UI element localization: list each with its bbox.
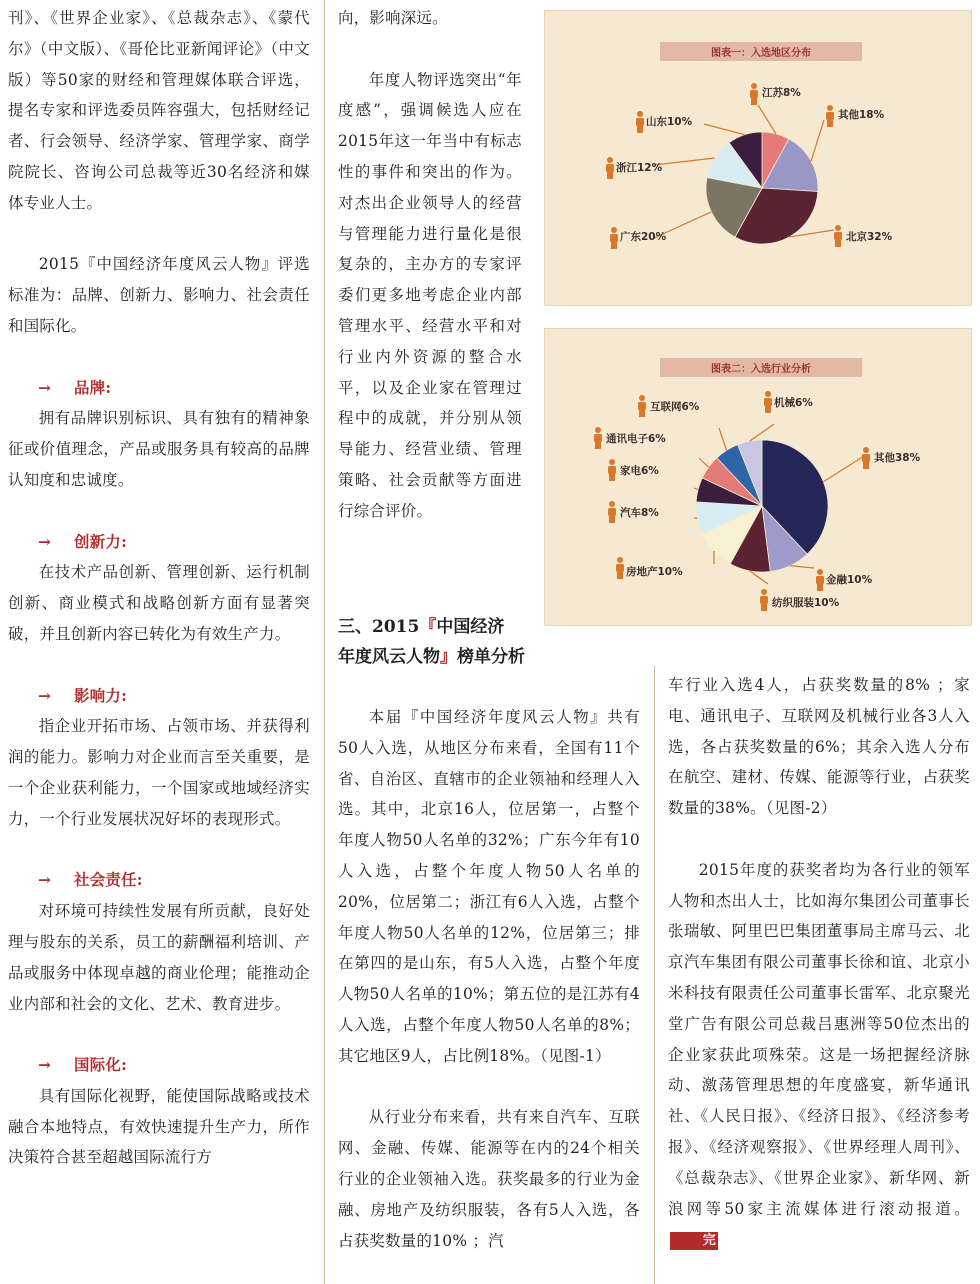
leader-line <box>823 456 864 482</box>
leader-line <box>694 488 698 490</box>
leader-line <box>811 120 824 161</box>
person-icon <box>750 83 758 105</box>
end-mark: 完 <box>670 1232 718 1250</box>
pie-chart-industry <box>544 328 972 626</box>
column-2-lower <box>338 702 640 1256</box>
leader-line <box>704 124 745 135</box>
person-icon <box>834 225 842 247</box>
arrow-right-icon: → <box>38 532 52 551</box>
person-icon <box>608 459 616 481</box>
person-icon <box>638 395 646 417</box>
paragraph-industry-continued: 车行业入选4人，占获奖数量的8% ；家电、通讯电子、互联网及机械行业各3人入选，各占获奖数量的6%；其余入选人分布在航空、建材、传媒、能源等行业，占获奖数量的38%。（见图-2） <box>668 676 970 818</box>
leader-line <box>699 458 709 467</box>
column-3 <box>668 670 970 1255</box>
person-icon <box>764 391 772 413</box>
slice-label: 机械6% <box>774 397 813 409</box>
slice-label: 房地产10% <box>626 566 683 578</box>
slice-label: 山东10% <box>646 116 693 128</box>
leader-line <box>790 566 814 568</box>
slice-label: 北京32% <box>846 231 893 243</box>
paragraph-continued: 向，影响深远。 <box>338 9 448 27</box>
slice-label: 纺织服装10% <box>772 597 840 609</box>
intro-paragraph: 刊》、《世界企业家》、《总裁杂志》、《蒙代尔》（中文版）、《哥伦比亚新闻评论》（中文版）等50家的财经和管理媒体联合评选，提名专家和评选委员阵容强大，包括财经记者、行会领导、经济学家、管理学家、商学院院长、咨询公司总裁等近30名经济和媒体专业人士。 <box>8 9 310 212</box>
criterion-text-international: 具有国际化视野，能使国际战略或技术融合本地特点，有效快速提升生产力，所作决策符合甚至超越国际流行方 <box>8 1086 310 1167</box>
leader-line <box>758 105 776 134</box>
column-2 <box>338 3 522 543</box>
criteria-intro: 2015『中国经济年度风云人物』评选标准为：品牌、创新力、影响力、社会责任和国际化。 <box>8 255 310 335</box>
person-icon <box>760 589 768 611</box>
chart-region-distribution <box>544 10 972 306</box>
paragraph-industry-analysis: 从行业分布来看，共有来自汽车、互联网、金融、传媒、能源等在内的24个相关行业的企业领袖入选。获奖最多的行业为金融、房地产及纺织服装，各有5人入选，各占获奖数量的10% ；汽 <box>338 1108 640 1250</box>
criterion-heading-social: → 社会责任: <box>8 865 310 896</box>
criterion-heading-international: → 国际化: <box>8 1050 310 1081</box>
criterion-heading-influence: → 影响力: <box>8 681 310 712</box>
person-icon <box>610 227 618 249</box>
criterion-heading-brand: → 品牌: <box>8 373 310 404</box>
criterion-text-brand: 拥有品牌识别标识、具有独有的精神象征或价值理念，产品或服务具有较高的品牌认知度和忠诚度。 <box>8 409 310 489</box>
person-icon <box>862 447 870 469</box>
pie-chart-region <box>544 10 972 306</box>
leader-line <box>719 428 727 450</box>
chart-title: 图表一：入选地区分布 <box>660 42 862 61</box>
person-icon <box>616 557 624 579</box>
chart-title: 图表二：入选行业分析 <box>660 358 862 377</box>
arrow-right-icon: → <box>38 1056 52 1075</box>
person-icon <box>594 427 602 449</box>
paragraph-region-analysis: 本届『中国经济年度风云人物』共有50人入选，从地区分布来看，全国有11个省、自治区、直辖市的企业领袖和经理人入选。其中，北京16人，位居第一，占整个年度人物50人名单的32%；广东今年有10人入选，占整个年度人物50人名单的20%，位居第二；浙江有6人入选，占整个年度人物50人名单的12%，位居第三；排在第四的是山东，有5人入选，占整个年度人物50人名单的10%；第五位的是江苏有4人入选，占整个年度人物50人名单的8%；其它地区9人，占比例18%。（见图-1） <box>338 708 640 1065</box>
column-divider-2 <box>654 666 655 1284</box>
slice-label: 家电6% <box>620 465 659 477</box>
column-divider-1 <box>324 0 325 1284</box>
person-icon <box>606 157 614 179</box>
criterion-heading-innovation: → 创新力: <box>8 527 310 558</box>
chart-industry-distribution <box>544 328 972 626</box>
slice-label: 汽车8% <box>620 507 659 519</box>
slice-label: 其他38% <box>874 452 921 464</box>
leader-line <box>654 158 715 165</box>
slice-label: 金融10% <box>826 574 873 586</box>
person-icon <box>816 569 824 591</box>
column-1 <box>8 3 310 1173</box>
arrow-right-icon: → <box>38 378 52 397</box>
section-title: 三、2015『中国经济 年度风云人物』榜单分析 <box>338 617 525 667</box>
paragraph-winners: 2015年度的获奖者均为各行业的领军人物和杰出人士，比如海尔集团公司董事长张瑞敏、阿里巴巴集团董事局主席马云、北京汽车集团有限公司董事长徐和谊、北京小米科技有限责任公司董事长雷军、北京聚光堂广告有限公司总裁吕惠洲等50位杰出的企业家获此项殊荣。这是一场把握经济脉动、激荡管理思想的年度盛宴，新华通讯社、《人民日报》、《经济日报》、《经济参考报》、《经济观察报》、《世界经理人周刊》、《总裁杂志》、《世界企业家》、新华网、新浪网等50家主流媒体进行滚动报道。完 <box>668 860 970 1249</box>
leader-line <box>750 424 774 441</box>
person-icon <box>636 111 644 133</box>
slice-label: 其他18% <box>838 109 885 121</box>
leader-line <box>750 571 768 584</box>
slice-label: 广东20% <box>620 231 667 243</box>
criterion-text-influence: 指企业开拓市场、占领市场、并获得利润的能力。影响力对企业而言至关重要，是一个企业获利能力，一个国家或地域经济实力，一个行业发展状况好坏的表现形式。 <box>8 717 310 828</box>
criterion-text-social: 对环境可持续性发展有所贡献，良好处理与股东的关系，员工的薪酬福利培训、产品或服务中体现卓越的商业伦理；能推动企业内部和社会的文化、艺术、教育进步。 <box>8 902 310 1013</box>
arrow-right-icon: → <box>38 871 52 890</box>
slice-label: 通讯电子6% <box>606 433 666 445</box>
person-icon <box>826 105 834 127</box>
arrow-right-icon: → <box>38 686 52 705</box>
person-icon <box>608 501 616 523</box>
slice-label: 浙江12% <box>616 162 663 174</box>
slice-label: 互联网6% <box>650 401 700 413</box>
criterion-text-innovation: 在技术产品创新、管理创新、运行机制创新、商业模式和战略创新方面有显著突破，并且创新内容已转化为有效生产力。 <box>8 563 310 643</box>
slice-label: 江苏8% <box>762 87 801 99</box>
paragraph-selection-criteria: 年度人物评选突出“年度感”，强调候选人应在2015年这一年当中有标志性的事件和突出的作为。对杰出企业领导人的经营与管理能力进行量化是很复杂的，主办方的专家评委们更多地考虑企业内部管理水平、经营水平和对行业内外资源的整合水平，以及企业家在管理过程中的成就，并分别从领导能力、经营业绩、管理策略、社会贡献等方面进行综合评价。 <box>338 70 522 520</box>
